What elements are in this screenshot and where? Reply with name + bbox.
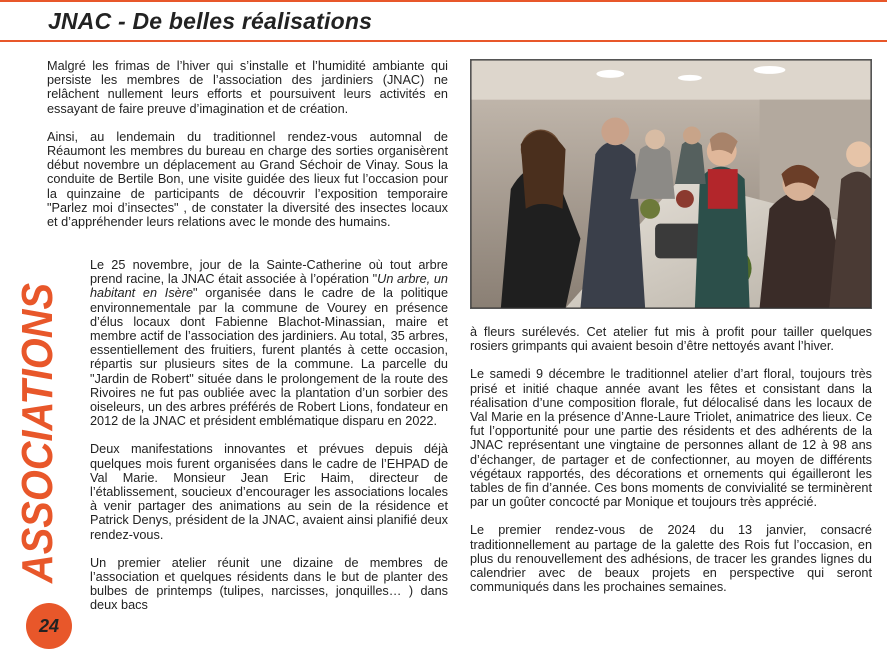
article-title: JNAC - De belles réalisations — [48, 8, 373, 34]
section-label-text: ASSOCIATIONS — [13, 278, 62, 583]
operation-name: Un arbre, un habitant en Isère — [90, 272, 448, 301]
article-header — [0, 0, 887, 42]
paragraph-arbres-start: Le 25 novembre, jour de la Sainte-Catherine où tout arbre prend racine, la JNAC était associée à l’opération " — [90, 258, 448, 287]
left-column — [90, 258, 448, 627]
paragraph-atelier-bulbes: Un premier atelier réunit une dizaine de membres de l’association et quelques résidents dans le but de planter des bulbes de printemps (tulipes, narcisses, jonquilles… ) dans deux bacs — [90, 555, 448, 613]
paragraph-intro: Malgré les frimas de l’hiver qui s’installe et l’humidité ambiante qui persiste les membres de l’association des jardiniers (JNAC) ne relâchent nullement leurs efforts et poursuivent leurs activités en essayant de faire preuve d’imagination et de création. — [47, 59, 448, 116]
paragraph-art-floral: Le samedi 9 décembre le traditionnel atelier d’art floral, toujours très prisé et initié chaque année avant les fêtes et consistant dans la réalisation d’une composition florale, fut délocalisé dans les locaux de Val Marie en la présence d’Anne-Laure Triolet, animatrice des lieux. Ce fut l’opportunité pour une partie des résidents et des adhérents de la JNAC représentant une vingtaine de personnes allant de 12 à 98 ans d’échanger, de partager et de confectionner, au moyen de différents végétaux rapportés, des décorations et ornements qui égailleront les tables de fin d’année. Ces bons moments de convivialité se terminèrent par un goûter concocté par Monique et toujours très apprécié. — [470, 367, 872, 510]
paragraph-galette: Le premier rendez-vous de 2024 du 13 janvier, consacré traditionnellement au partage de la galette des Rois fut l’occasion, en plus du renouvellement des adhésions, de tracer les grandes lignes du calendrier avec de beaux projets en perspective qui seront communiqués dans les prochaines semaines. — [470, 523, 872, 595]
paragraph-rosiers: à fleurs surélevés. Cet atelier fut mis à profit pour tailler quelques rosiers grimpants qui avaient besoin d’être nettoyés avant l’hiver. — [470, 325, 872, 354]
page-number: 24 — [26, 603, 72, 649]
paragraph-ehpad: Deux manifestations innovantes et prévues depuis déjà quelques mois furent organisées dans le cadre de l’EHPAD de Val Marie. Monsieur Jean Eric Haim, directeur de l’établissement, soucieux d’encourager les associations locales à venir partager des animations au sein de la résidence et Patrick Denys, président de la JNAC, avaient ainsi planifié deux rendez-vous. — [90, 442, 448, 542]
paragraph-vinay: Ainsi, au lendemain du traditionnel rendez-vous automnal de Réaumont les membres du bureau en charge des sorties organisèrent début novembre un déplacement au Grand Séchoir de Vinay. Sous la conduite de Bertile Bon, une visite guidée des lieux fut l’occasion pour la quinzaine de participants de découvrir l’exposition temporaire "Parlez moi d’insectes" , de constater la diversité des insectes locaux et d’appréhender leurs relations avec le monde des humains. — [47, 129, 448, 230]
intro-column — [47, 59, 448, 243]
article-photo — [470, 59, 872, 309]
right-column — [470, 325, 872, 608]
paragraph-arbres — [90, 258, 448, 428]
section-label — [2, 278, 72, 588]
paragraph-arbres-end: " organisée dans le cadre de la politique environnementale par la commune de Vourey en présence d’élus locaux dont Fabienne Blachot-Minassian, maire et membre actif de l’association des jardiniers. Au total, 35 arbres, essentiellement des fruitiers, furent plantés à cette occasion, répartis sur plusieurs sites de la commune. La parcelle du "Jardin de Robert" située dans le prolongement de la route des Rivoires ne fut pas oubliée avec la plantation d’un sorbier des oiseleurs, un des arbres préférés de Robert Lions, fondateur en 2012 de la JNAC et président emblématique disparu en 2022. — [90, 286, 448, 429]
